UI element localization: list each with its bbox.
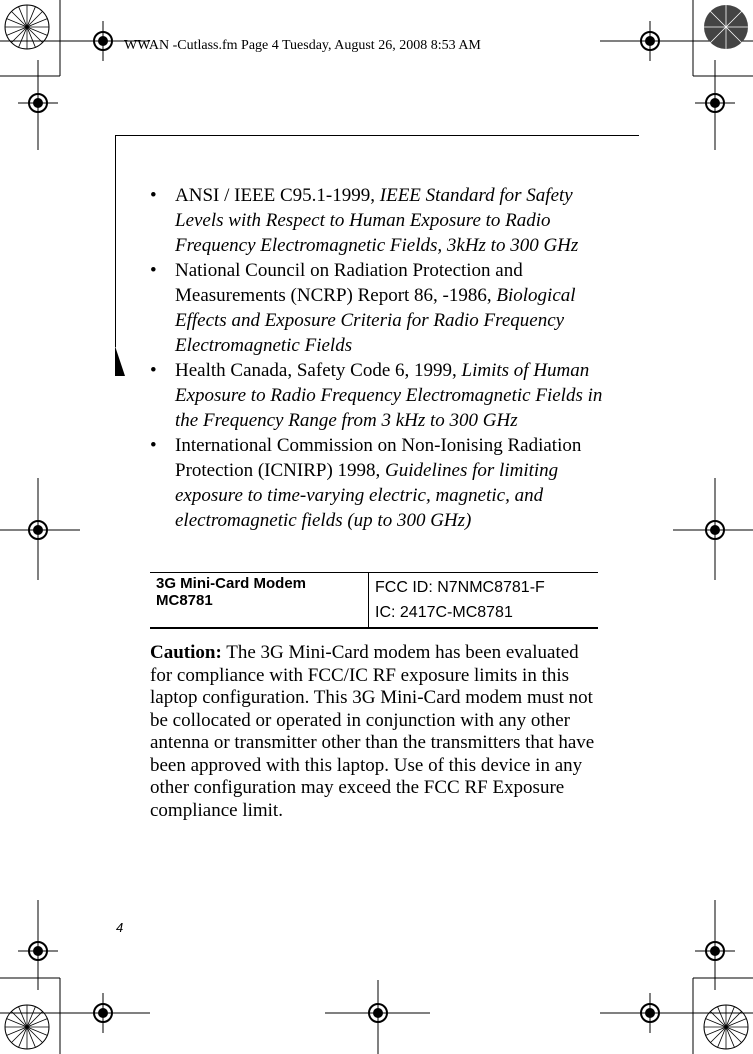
standard-title: Guidelines for limiting exposure to time-varying electric, magnetic, and electromagnetic fields (up to 300 GHz) — [175, 460, 559, 531]
standard-title: IEEE Standard for Safety Levels with Respect to Human Exposure to Radio Frequency Electromagnetic Fields, 3kHz to 300 GHz — [175, 185, 579, 256]
caution-lead: Caution: — [150, 642, 222, 663]
standard-title: Biological Effects and Exposure Criteria for Radio Frequency Electromagnetic Fields — [175, 285, 576, 356]
device-spec-table — [150, 572, 598, 629]
caution-paragraph — [150, 642, 600, 822]
standard-lead: ANSI / IEEE C95.1-1999, — [175, 185, 380, 206]
list-item — [150, 258, 610, 358]
list-item — [150, 358, 610, 433]
bullet-glyph: • — [150, 360, 157, 381]
page-number: 4 — [116, 920, 124, 935]
left-rule — [115, 135, 116, 347]
caution-body: The 3G Mini-Card modem has been evaluated for compliance with FCC/IC RF exposure limits in this laptop configuration. This 3G Mini-Card modem must not be collocated or operated in conjunction with any other antenna or transmitter other than the transmitters that have been approved with this laptop. Use of this device in any other configuration may exceed the FCC RF Exposure compliance limit. — [150, 642, 595, 821]
list-item — [150, 183, 610, 258]
standard-lead: Health Canada, Safety Code 6, 1999, — [175, 360, 462, 381]
bullet-glyph: • — [150, 435, 157, 456]
fcc-id: FCC ID: N7NMC8781-F — [375, 579, 545, 596]
ic-id: IC: 2417C-MC8781 — [375, 604, 513, 621]
bullet-glyph: • — [150, 185, 157, 206]
standard-title: Limits of Human Exposure to Radio Frequency Electromagnetic Fields in the Frequency Range from 3 kHz to 300 GHz — [175, 360, 603, 431]
standard-lead: National Council on Radiation Protection and Measurements (NCRP) Report 86, -1986, — [175, 260, 523, 306]
table-row — [150, 573, 598, 629]
device-name: 3G Mini-Card Modem MC8781 — [150, 573, 369, 629]
device-ids — [369, 573, 599, 629]
margin-marker — [115, 346, 125, 376]
bullet-glyph: • — [150, 260, 157, 281]
standards-list — [150, 183, 610, 533]
top-rule — [115, 135, 639, 136]
standard-lead: International Commission on Non-Ionising Radiation Protection (ICNIRP) 1998, — [175, 435, 582, 481]
list-item — [150, 433, 610, 533]
file-header: WWAN -Cutlass.fm Page 4 Tuesday, August 26, 2008 8:53 AM — [124, 38, 481, 53]
